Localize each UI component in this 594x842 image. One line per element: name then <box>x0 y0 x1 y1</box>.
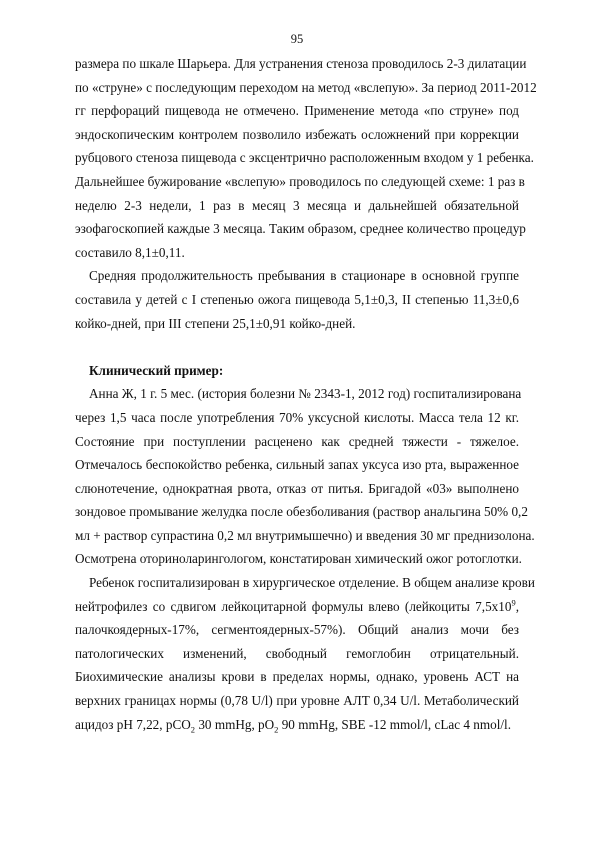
text-line: составила у детей с I степенью ожога пищевода 5,1±0,3, II степенью 11,3±0,6 <box>75 291 519 307</box>
section-heading: Клинический пример: <box>89 362 224 378</box>
paragraph <box>75 571 535 736</box>
text-line: патологических изменений, свободный гемоглобин отрицательный. <box>75 645 519 661</box>
paragraph <box>75 264 519 335</box>
text-line: рубцового стеноза пищевода с эксцентрично расположенным входом у 1 ребенка. <box>75 150 534 166</box>
text-line: эндоскопическим контролем позволило избежать осложнений при коррекции <box>75 126 519 142</box>
text-line: слюнотечение, однократная рвота, отказ от питья. Бригадой «03» выполнено <box>75 480 519 496</box>
paragraph <box>75 382 535 571</box>
text-fragment: 90 mmHg, SBE -12 mmol/l, cLac 4 nmol/l. <box>278 716 512 732</box>
text-fragment: ацидоз pH 7,22, pCO <box>75 716 191 732</box>
subscript: 2 <box>190 724 196 735</box>
body-text <box>75 52 537 736</box>
text-line: Дальнейшее бужирование «вслепую» проводилось по следующей схеме: 1 раз в <box>75 173 525 189</box>
text-line: зондовое промывание желудка после обезболивания (раствор анальгина 50% 0,2 <box>75 504 528 520</box>
text-line: размера по шкале Шарьера. Для устранения стеноза проводилось 2-3 дилатации <box>75 56 527 71</box>
text-fragment: 30 mmHg, pO <box>195 716 275 732</box>
text-line: гг перфораций пищевода не отмечено. Применение метода «по струне» под <box>75 103 519 119</box>
text-line: по «струне» с последующим переходом на метод «вслепую». За период 2011-2012 <box>75 79 537 95</box>
text-line: палочкоядерных-17%, сегментоядерных-57%). Общий анализ мочи без <box>75 622 519 638</box>
text-line: койко-дней, при III степени 25,1±0,91 койко-дней. <box>75 315 356 331</box>
text-fragment: нейтрофилез со сдвигом лейкоцитарной формулы влево (лейкоциты 7,5х10 <box>75 598 512 614</box>
text-line: через 1,5 часа после употребления 70% уксусной кислоты. Масса тела 12 кг. <box>75 409 519 425</box>
text-line: мл + раствор супрастина 0,2 мл внутримышечно) и введения 30 мг преднизолона. <box>75 527 535 543</box>
text-line: Средняя продолжительность пребывания в стационаре в основной группе <box>89 268 519 284</box>
text-line: эзофагоскопией каждые 3 месяца. Таким образом, среднее количество процедур <box>75 221 526 237</box>
superscript: 9 <box>511 597 516 608</box>
text-line <box>75 595 519 619</box>
paragraph <box>75 52 537 264</box>
text-fragment: , <box>515 598 519 614</box>
text-line: Состояние при поступлении расценено как средней тяжести - тяжелое. <box>75 433 519 449</box>
text-line: Отмечалось беспокойство ребенка, сильный запах уксуса изо рта, выраженное <box>75 457 519 473</box>
text-line: верхних границах нормы (0,78 U/l) при уровне АЛТ 0,34 U/l. Метаболический <box>75 693 519 709</box>
text-line: неделю 2-3 недели, 1 раз в месяц 3 месяца и дальнейшей обязательной <box>75 197 519 213</box>
text-line <box>75 713 519 737</box>
text-line: Анна Ж, 1 г. 5 мес. (история болезни № 2343-1, 2012 год) госпитализирована <box>89 386 522 402</box>
page-number: 95 <box>290 32 304 46</box>
subscript: 2 <box>274 724 279 735</box>
text-line: Ребенок госпитализирован в хирургическое отделение. В общем анализе крови <box>89 575 535 591</box>
text-line: Осмотрена оториноларингологом, констатирован химический ожог ротоглотки. <box>75 551 522 567</box>
text-line: Биохимические анализы крови в пределах нормы, однако, уровень АСТ на <box>75 669 519 685</box>
text-line: составило 8,1±0,11. <box>75 244 185 260</box>
